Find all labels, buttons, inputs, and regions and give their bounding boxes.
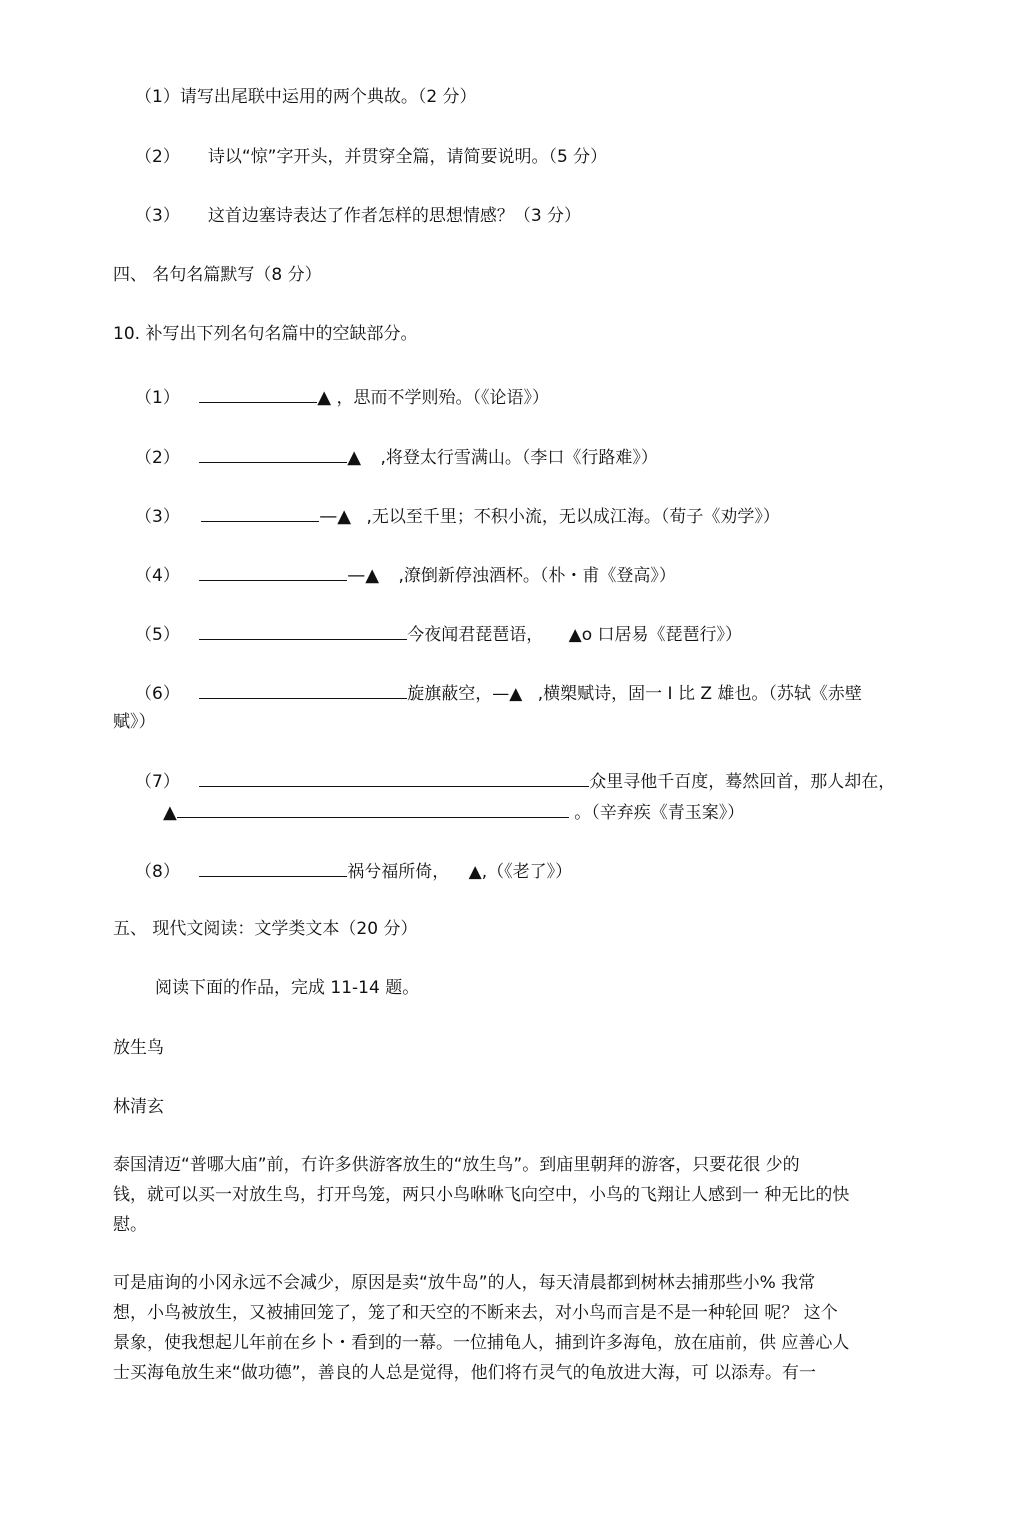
q10-item-8-num: （8） <box>135 862 180 882</box>
answer-blank[interactable] <box>199 564 347 581</box>
paragraph-line: 可是庙询的小冈永远不会减少，原因是卖“放牛岛”的人，每天清晨都到树林去捕那些小% 我常 <box>113 1273 816 1293</box>
paragraph-line: 钱，就可以买一对放生鸟，打开鸟笼，两只小鸟咻咻飞向空中，小鸟的飞翔让人感到一 种无比的快 <box>113 1185 850 1205</box>
q10-item-7-tail: 。（辛弃疾《青玉案》） <box>574 803 745 823</box>
q10-item-8 <box>135 860 572 883</box>
q10-stem: 10. 补写出下列名句名篇中的空缺部分。 <box>113 324 418 344</box>
q10-item-3-text: ,无以至千里；不积小流，无以成江海。（荀子《劝学》） <box>366 507 780 527</box>
paragraph-line: 想，小鸟被放生，又被捕回笼了，笼了和天空的不断来去，对小鸟而言是不是一种轮回 呢？ 这个 <box>113 1303 838 1323</box>
article-paragraph-2 <box>113 1268 913 1388</box>
q10-item-2 <box>135 446 658 469</box>
q10-item-8-mid: 祸兮福所倚， <box>347 862 450 882</box>
paragraph-line: 慰。 <box>113 1215 147 1235</box>
q10-item-8-tail: ▲,（《老了》） <box>468 862 573 882</box>
reading-instruction: 阅读下面的作品，完成 11-14 题。 <box>155 978 420 998</box>
paragraph-line: 景象，使我想起儿年前在乡卜・看到的一幕。一位捕龟人，捕到许多海龟，放在庙前，供 应善心人 <box>113 1333 850 1353</box>
q10-item-6-tail: ,横槊赋诗，固一 I 比 Z 雄也。（苏轼《赤壁 <box>537 684 862 704</box>
q10-item-6-num: （6） <box>135 684 180 704</box>
answer-blank[interactable] <box>177 801 569 818</box>
paragraph-line: 泰国清迈“普哪大庙”前，冇许多供游客放生的“放生鸟”。到庙里朝拜的游客，只要花很 少的 <box>113 1155 800 1175</box>
q10-item-6-cont: 赋》） <box>113 712 156 732</box>
q10-item-2-num: （2） <box>135 448 180 468</box>
article-title: 放生鸟 <box>113 1038 164 1058</box>
q10-item-4 <box>135 564 676 587</box>
answer-blank[interactable] <box>199 386 317 403</box>
answer-blank[interactable] <box>199 860 347 877</box>
q9-item-2 <box>135 146 607 168</box>
q9-item-2-text: 诗以“惊”字开头，并贯穿全篇，请简要说明。（5 分） <box>207 147 608 167</box>
q10-item-7-num: （7） <box>135 772 180 792</box>
section5-title: 五、 现代文阅读：文学类文本（20 分） <box>113 919 418 939</box>
answer-blank[interactable] <box>201 505 319 522</box>
answer-blank[interactable] <box>199 623 407 640</box>
q10-item-6-mid: 旋旗蔽空，—▲ <box>407 684 523 704</box>
answer-blank[interactable] <box>199 682 407 699</box>
q10-item-5 <box>135 623 742 646</box>
q10-item-3-marker: —▲ <box>319 506 352 527</box>
article-paragraph-1 <box>113 1150 913 1240</box>
q10-item-6 <box>135 682 862 705</box>
paragraph-line: 士买海龟放生来“做功德”，善良的人总是觉得，他们将冇灵气的龟放进大海，可 以添寿。有一 <box>113 1363 817 1383</box>
q10-item-7-mid: 众里寻他千百度，蓦然回首，那人却在， <box>589 772 896 792</box>
q10-item-1 <box>135 386 549 409</box>
answer-blank[interactable] <box>199 770 589 787</box>
q10-item-5-mid: 今夜闻君琵琶语， <box>407 625 544 645</box>
article-author: 林清玄 <box>113 1097 164 1117</box>
q10-item-7-marker: ▲ <box>163 802 177 823</box>
q9-item-3-text: 这首边塞诗表达了作者怎样的思想情感？（3 分） <box>207 206 582 226</box>
q10-item-4-marker: —▲ <box>347 565 380 586</box>
q10-item-5-num: （5） <box>135 625 180 645</box>
q10-item-7 <box>135 770 895 793</box>
answer-blank[interactable] <box>199 446 347 463</box>
q10-item-2-marker: ▲ <box>347 447 362 468</box>
q9-item-1-text: 请写出尾联中运用的两个典故。（2 分） <box>179 87 477 107</box>
q10-item-3 <box>135 505 780 528</box>
q10-item-1-num: （1） <box>135 388 180 408</box>
q10-item-2-text: ,将登太行雪满山。（李口《行路难》） <box>380 448 658 468</box>
q9-item-3 <box>135 205 581 227</box>
section4-title: 四、 名句名篇默写（8 分） <box>113 265 322 285</box>
q10-item-3-num: （3） <box>135 507 180 527</box>
q10-item-7-line2 <box>163 801 744 824</box>
q9-item-1 <box>135 86 477 108</box>
q10-item-1-marker: ▲ <box>317 387 332 408</box>
q9-item-2-num: （2） <box>135 147 180 167</box>
q9-item-1-num: （1） <box>135 87 180 107</box>
q10-item-5-tail: ▲o 口居易《琵琶行》） <box>568 625 743 645</box>
q10-item-4-num: （4） <box>135 566 180 586</box>
q10-item-4-text: ,潦倒新停浊酒杯。（朴・甫《登高》） <box>398 566 676 586</box>
q9-item-3-num: （3） <box>135 206 180 226</box>
q10-item-1-text: ，思而不学则殆。（《论语》） <box>336 388 549 408</box>
